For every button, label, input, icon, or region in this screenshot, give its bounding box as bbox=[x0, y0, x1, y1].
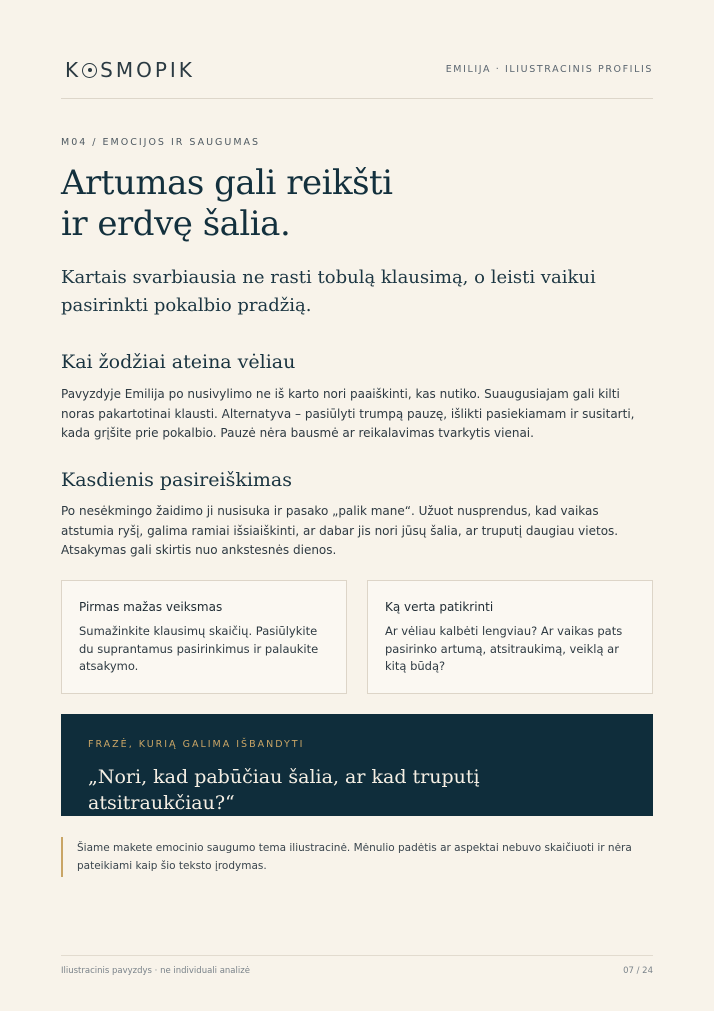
logo-o-icon bbox=[82, 63, 97, 78]
disclaimer-note bbox=[61, 837, 653, 877]
card-text: Sumažinkite klausimų skaičių. Pasiūlykite du suprantamus pasirinkimus ir palaukite atsakymo. bbox=[79, 624, 319, 673]
footer-caption: Iliustracinis pavyzdys · ne individuali analizė bbox=[61, 966, 250, 976]
card-what-to-check bbox=[367, 580, 653, 694]
section-heading-1: Kai žodžiai ateina vėliau bbox=[61, 351, 296, 373]
module-eyebrow: M04 / EMOCIJOS IR SAUGUMAS bbox=[61, 137, 261, 148]
title-line-1: Artumas gali reikšti bbox=[61, 163, 393, 203]
section-heading-2: Kasdienis pasireiškimas bbox=[61, 469, 293, 491]
section-body-2: Po nesėkmingo žaidimo ji nusisuka ir pasako „palik mane“. Užuot nusprendus, kad vaikas atstumia ryšį, galima ramiai išsiaiškinti, ar dabar jis nori jūsų šalia, ar truputį daugiau vietos. Atsakymas gali skirtis nuo ankstesnės dienos. bbox=[61, 504, 619, 557]
lead-paragraph: Kartais svarbiausia ne rasti tobulą klausimą, o leisti vaikui pasirinkti pokalbio pradžią. bbox=[61, 267, 596, 316]
header bbox=[61, 56, 653, 84]
section-body-1: Pavyzdyje Emilija po nusivylimo ne iš karto nori paaiškinti, kas nutiko. Suaugusiajam gali kilti noras pakartotinai klausti. Alternatyva – pasiūlyti trumpą pauzę, išlikti pasiekiamam ir susitarti, kada grįšite prie pokalbio. Pauzė nėra bausmė ar reikalavimas tvarkytis vienai. bbox=[61, 387, 635, 440]
logo-text-start: K bbox=[65, 58, 82, 82]
logo-text-end: SMOPIK bbox=[100, 58, 195, 82]
footer-divider bbox=[61, 955, 653, 956]
quote-text: „Nori, kad pabūčiau šalia, ar kad truputį atsitraukčiau?“ bbox=[88, 766, 480, 814]
page-number: 07 / 24 bbox=[623, 966, 653, 976]
disclaimer-text: Šiame makete emocinio saugumo tema iliustracinė. Mėnulio padėtis ar aspektai nebuvo skaičiuoti ir nėra pateikiami kaip šio teksto įrodymas. bbox=[77, 842, 632, 872]
page bbox=[61, 0, 653, 1011]
logo bbox=[65, 58, 195, 82]
card-first-step bbox=[61, 580, 347, 694]
quote-panel bbox=[61, 714, 653, 816]
card-title: Ką verta patikrinti bbox=[385, 600, 494, 614]
header-divider bbox=[61, 98, 653, 99]
card-title: Pirmas mažas veiksmas bbox=[79, 600, 223, 614]
title-line-2: ir erdvę šalia. bbox=[61, 204, 291, 244]
quote-label: FRAZĖ, KURIĄ GALIMA IŠBANDYTI bbox=[88, 739, 305, 750]
card-text: Ar vėliau kalbėti lengviau? Ar vaikas pats pasirinko artumą, atsitraukimą, veiklą ar kitą būdą? bbox=[385, 624, 623, 673]
page-title bbox=[61, 163, 653, 245]
profile-label: EMILIJA · ILIUSTRACINIS PROFILIS bbox=[445, 64, 653, 75]
